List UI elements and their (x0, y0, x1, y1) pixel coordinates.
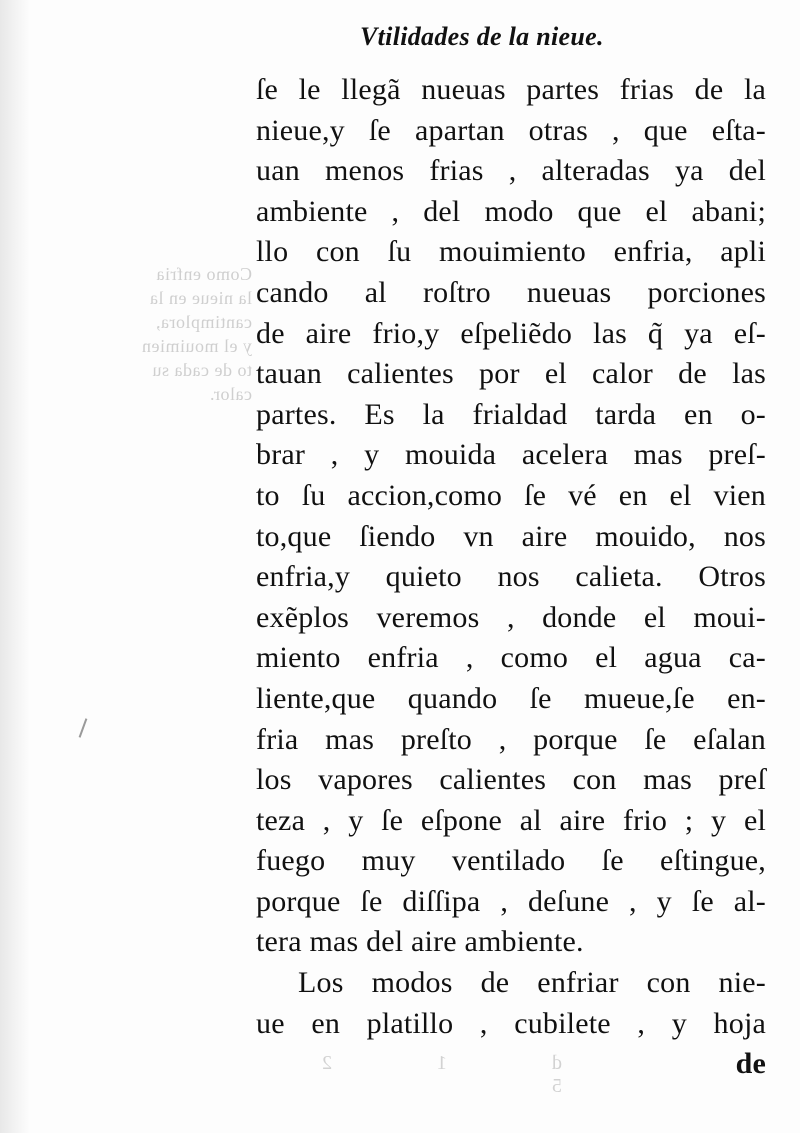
paragraph-2-line: ue en platillo , cubilete , y hoja (256, 1006, 766, 1040)
bleed-through-margin-note: Como enfria la nieue en la cantimplora, y el mouimien to de cada su calor. (141, 264, 252, 404)
text-line-paragraph-end: tera mas del aire ambiente. (256, 925, 584, 959)
text-line: los vapores calientes con mas preſ (256, 763, 766, 797)
text-line: porque ſe diſſipa , deſune , y ſe al- (256, 884, 766, 918)
text-line: cando al roſtro nueuas porciones (256, 275, 766, 309)
bleed-through-folio: d 1 2 5 (272, 1052, 562, 1097)
text-line: exẽplos veremos , donde el moui- (256, 600, 766, 634)
text-line: nieue,y ſe apartan otras , que eſta- (256, 113, 766, 147)
text-line: ambiente , del modo que el abani; (256, 194, 766, 228)
text-line: miento enfria , como el agua ca- (256, 641, 766, 675)
text-line: partes. Es la frialdad tarda en o- (256, 397, 766, 431)
text-line: liente,que quando ſe mueue,ſe en- (256, 681, 766, 715)
gutter-shadow (0, 0, 30, 1133)
text-line: to,que ſiendo vn aire mouido, nos (256, 519, 766, 553)
text-line: teza , y ſe eſpone al aire frio ; y el (256, 803, 766, 837)
running-head: Vtilidades de la nieue. (360, 22, 604, 51)
text-line: de aire frio,y eſpeliẽdo las q̃ ya eſ- (256, 316, 766, 350)
text-line: ſe le llegã nueuas partes frias de la (256, 73, 766, 106)
text-block (256, 70, 766, 1085)
text-line: enfria,y quieto nos calieta. Otros (256, 560, 766, 594)
text-line: to ſu accion,como ſe vé en el vien (256, 478, 766, 512)
text-line: uan menos frias , alteradas ya del (256, 154, 766, 188)
text-line: llo con ſu mouimiento enfria, apli (256, 235, 766, 269)
margin-ink-mark (79, 718, 88, 737)
text-line: fuego muy ventilado ſe eſtingue, (256, 844, 766, 878)
text-line: brar , y mouida acelera mas preſ- (256, 438, 766, 472)
catchword: de (735, 1047, 766, 1081)
text-line: fria mas preſto , porque ſe eſalan (256, 722, 766, 756)
text-line: tauan calientes por el calor de las (256, 357, 766, 391)
paragraph-2-line: Los modos de enfriar con nie- (298, 966, 766, 1000)
